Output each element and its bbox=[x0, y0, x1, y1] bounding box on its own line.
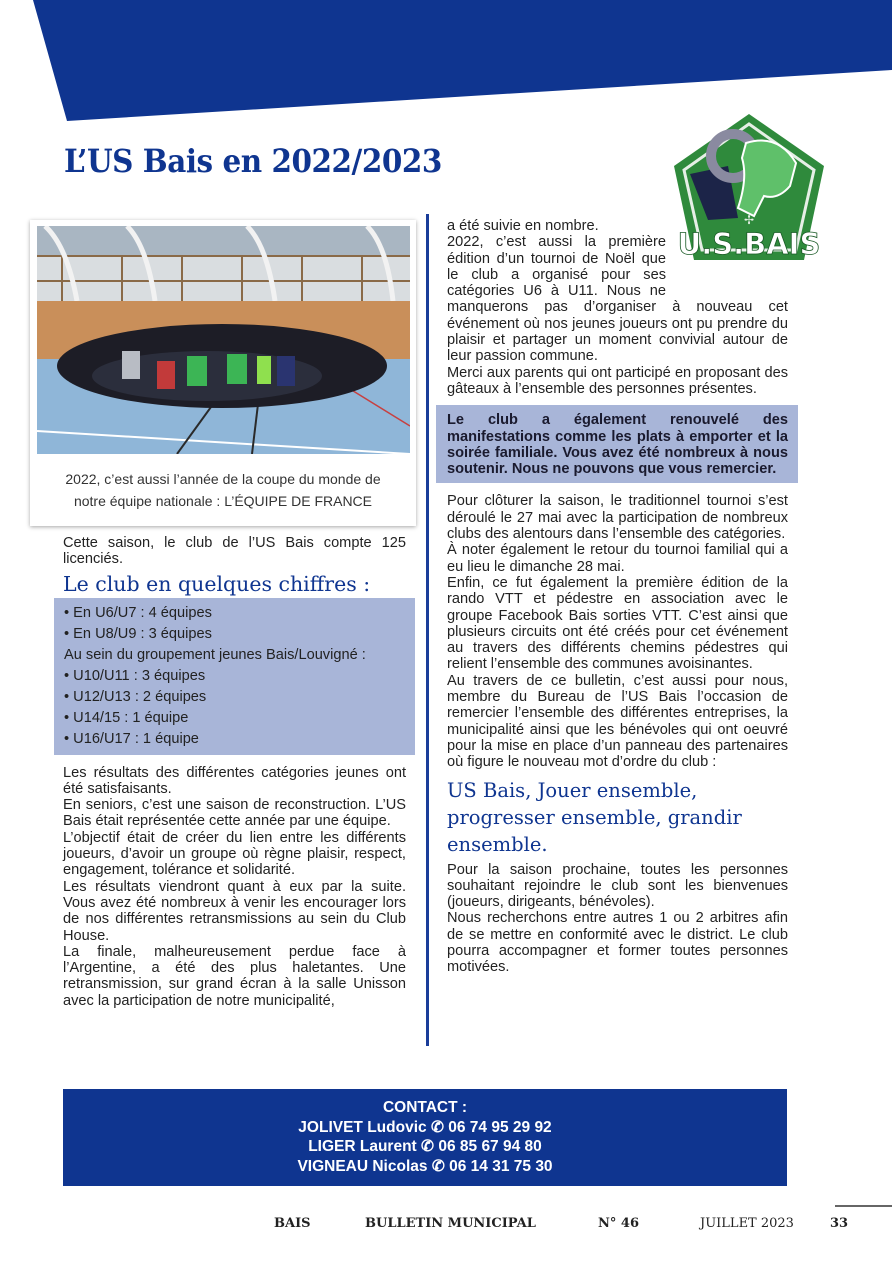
stat-item: • U14/15 : 1 équipe bbox=[64, 709, 189, 726]
highlight-box: Le club a également renouvelé des manifestations comme les plats à emporter et la soirée familiale. Vous avez été nombreux à nous soutenir. Nous ne pouvons que vous remercier. bbox=[436, 405, 798, 483]
contact-heading: CONTACT : bbox=[382, 1099, 468, 1116]
paragraph: Pour clôturer la saison, le traditionnel tournoi s’est déroulé le 27 mai avec la participation de nombreux clubs des alentours dans l’ensemble des catégories. bbox=[447, 493, 788, 543]
contact-name: JOLIVET Ludovic bbox=[298, 1118, 427, 1136]
footer-date: JUILLET 2023 bbox=[700, 1216, 794, 1231]
stat-item: • U10/U11 : 3 équipes bbox=[64, 667, 206, 684]
footer-rule bbox=[835, 1205, 892, 1207]
paragraph: 2022, c’est aussi la première édition d’un tournoi de Noël que le club a organisé pour ses catégories U6 à U11. Nous ne manquerons pas d’organiser à nouveau cet événement où nos jeunes joueurs ont pu prendre du plaisir et partager un moment convivial autour de leur passion commune. bbox=[447, 234, 788, 365]
phone-icon: ✆ bbox=[431, 1157, 445, 1175]
header-banner bbox=[0, 0, 892, 125]
photo-caption bbox=[30, 468, 416, 512]
contact-line bbox=[63, 1157, 787, 1177]
paragraph: Nous recherchons entre autres 1 ou 2 arbitres afin de se mettre en conformité avec le district. Le club pourra accompagner et former toutes personnes motivées. bbox=[447, 910, 788, 976]
stat-subheading: Au sein du groupement jeunes Bais/Louvigné : bbox=[64, 646, 366, 663]
paragraph: À noter également le retour du tournoi familial qui a eu lieu le dimanche 28 mai. bbox=[447, 542, 788, 575]
photo-card bbox=[30, 220, 416, 526]
contact-box bbox=[63, 1089, 787, 1186]
footer-town: BAIS bbox=[274, 1216, 311, 1231]
paragraph: a été suivie en nombre. bbox=[447, 218, 599, 234]
phone-icon: ✆ bbox=[430, 1118, 444, 1136]
page-title: L’US Bais en 2022/2023 bbox=[64, 142, 442, 180]
right-column-top bbox=[436, 218, 798, 397]
left-column-body bbox=[54, 765, 415, 1009]
stat-item: • U12/U13 : 2 équipes bbox=[64, 688, 207, 705]
paragraph: Les résultats des différentes catégories jeunes ont été satisfaisants. bbox=[63, 764, 406, 797]
contact-phone[interactable]: 06 74 95 29 92 bbox=[448, 1118, 552, 1136]
paragraph: La finale, malheureusement perdue face à l’Argentine, a été des plus haletantes. Une retransmission, sur grand écran à la salle Unisson avec la participation de notre municipalité, bbox=[63, 943, 406, 1009]
paragraph: Pour la saison prochaine, toutes les personnes souhaitant rejoindre le club sont les bienvenues (joueurs, dirigeants, bénévoles). bbox=[447, 861, 788, 911]
section-heading: Le club en quelques chiffres : bbox=[63, 571, 371, 596]
right-column-body bbox=[436, 493, 798, 770]
stat-item: • En U8/U9 : 3 équipes bbox=[64, 625, 212, 642]
stats-box bbox=[54, 598, 415, 755]
paragraph: Enfin, ce fut également la première édition de la rando VTT et pédestre en association avec le groupe Facebook Bais sorties VTT. C’est ainsi que plusieurs circuits ont été créés pour cet événement au travers des différents chemins pédestres qui relient l’ensemble des communes avoisinantes. bbox=[447, 574, 788, 673]
right-column-end bbox=[436, 862, 798, 976]
paragraph: Cette saison, le club de l’US Bais compte 125 licenciés. bbox=[63, 535, 406, 568]
page-number: 33 bbox=[830, 1216, 849, 1231]
caption-line: notre équipe nationale : L’ÉQUIPE DE FRANCE bbox=[73, 493, 373, 509]
paragraph: Au travers de ce bulletin, c’est aussi pour nous, membre du Bureau de l’US Bais l’occasion de remercier l’ensemble des différentes entreprises, la municipalité ainsi que les bénévoles qui ont oeuvré pour la mise en place d’un panneau des partenaires où figure le nouveau mot d’ordre du club : bbox=[447, 672, 788, 771]
contact-line bbox=[63, 1118, 787, 1138]
column-divider bbox=[426, 214, 429, 1046]
footer-publication: BULLETIN MUNICIPAL bbox=[365, 1216, 536, 1231]
caption-line: 2022, c’est aussi l’année de la coupe du monde de bbox=[65, 471, 381, 487]
paragraph: Les résultats viendront quant à eux par la suite. Vous avez été nombreux à venir les encourager lors de nos différentes retransmissions au sein du Club House. bbox=[63, 878, 406, 944]
right-column bbox=[436, 218, 798, 976]
svg-text:✢: ✢ bbox=[743, 213, 755, 227]
paragraph: En seniors, c’est une saison de reconstruction. L’US Bais était représentée cette année par une équipe. bbox=[63, 797, 406, 830]
stat-item: • U16/U17 : 1 équipe bbox=[64, 730, 199, 747]
contact-name: VIGNEAU Nicolas bbox=[297, 1157, 428, 1175]
contact-phone[interactable]: 06 14 31 75 30 bbox=[449, 1157, 553, 1175]
footer-issue: N° 46 bbox=[598, 1216, 639, 1231]
contact-name: LIGER Laurent bbox=[308, 1138, 417, 1155]
team-photo bbox=[37, 226, 410, 454]
contact-line bbox=[63, 1137, 787, 1157]
left-column bbox=[54, 535, 415, 1009]
intro-paragraph bbox=[54, 535, 415, 568]
phone-icon: ✆ bbox=[421, 1138, 435, 1155]
paragraph: L’objectif était de créer du lien entre les différents joueurs, d’avoir un groupe où règne plaisir, respect, engagement, tolérance et solidarité. bbox=[63, 829, 406, 879]
stat-item: • En U6/U7 : 4 équipes bbox=[64, 604, 212, 621]
contact-phone[interactable]: 06 85 67 94 80 bbox=[438, 1138, 542, 1155]
club-motto: US Bais, Jouer ensemble, progresser ensemble, grandir ensemble. bbox=[447, 778, 742, 856]
logo-text: U.S.BAIS bbox=[677, 227, 821, 261]
paragraph: Merci aux parents qui ont participé en proposant des gâteaux à l’ensemble des personnes présentes. bbox=[447, 364, 788, 397]
